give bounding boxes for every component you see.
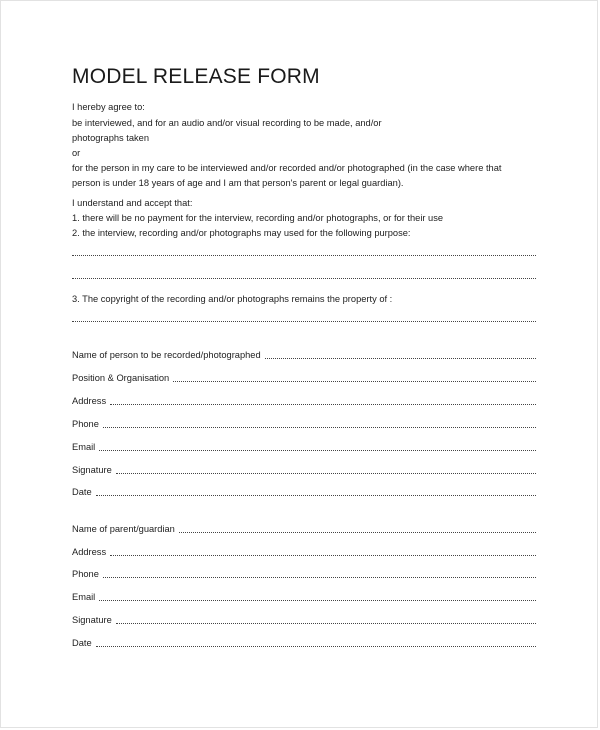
subject-address-field[interactable] bbox=[72, 395, 536, 407]
field-blank[interactable] bbox=[116, 623, 536, 624]
field-label: Address bbox=[72, 396, 107, 406]
copyright-line: 3. The copyright of the recording and/or photographs remains the property of : bbox=[72, 294, 393, 304]
guardian-name-field[interactable] bbox=[72, 523, 536, 535]
guardian-email-field[interactable] bbox=[72, 591, 536, 603]
subject-position-field[interactable] bbox=[72, 372, 536, 384]
field-label: Email bbox=[72, 592, 96, 602]
field-blank[interactable] bbox=[116, 473, 536, 474]
agreement-line: be interviewed, and for an audio and/or visual recording to be made, and/or bbox=[72, 118, 382, 128]
agreement-line: or bbox=[72, 148, 81, 158]
agreement-line: I hereby agree to: bbox=[72, 102, 145, 112]
understanding-line: 1. there will be no payment for the interview, recording and/or photographs, or for their use bbox=[72, 213, 444, 223]
agreement-line: for the person in my care to be interviewed and/or recorded and/or photographed (in the case where that bbox=[72, 163, 502, 173]
subject-email-field[interactable] bbox=[72, 441, 536, 453]
field-blank[interactable] bbox=[96, 495, 536, 496]
agreement-line: person is under 18 years of age and I am that person's parent or legal guardian). bbox=[72, 178, 404, 188]
field-blank[interactable] bbox=[99, 450, 536, 451]
field-label: Name of parent/guardian bbox=[72, 524, 175, 534]
field-label: Signature bbox=[72, 465, 112, 475]
understanding-line: 2. the interview, recording and/or photographs may used for the following purpose: bbox=[72, 228, 411, 238]
field-blank[interactable] bbox=[99, 600, 536, 601]
field-label: Date bbox=[72, 487, 92, 497]
field-label: Email bbox=[72, 442, 96, 452]
field-label: Address bbox=[72, 547, 107, 557]
agreement-line: photographs taken bbox=[72, 133, 150, 143]
guardian-signature-field[interactable] bbox=[72, 614, 536, 626]
field-blank[interactable] bbox=[103, 427, 536, 428]
field-label: Position & Organisation bbox=[72, 373, 170, 383]
field-label: Date bbox=[72, 638, 92, 648]
guardian-phone-field[interactable] bbox=[72, 568, 536, 580]
form-title: MODEL RELEASE FORM bbox=[72, 65, 320, 88]
field-label: Name of person to be recorded/photographed bbox=[72, 350, 261, 360]
subject-signature-field[interactable] bbox=[72, 464, 536, 476]
subject-date-field[interactable] bbox=[72, 486, 536, 498]
understanding-line: I understand and accept that: bbox=[72, 198, 193, 208]
field-blank[interactable] bbox=[103, 577, 536, 578]
purpose-blank-line[interactable] bbox=[72, 278, 536, 279]
subject-name-field[interactable] bbox=[72, 349, 536, 361]
field-blank[interactable] bbox=[173, 381, 536, 382]
subject-phone-field[interactable] bbox=[72, 418, 536, 430]
field-label: Phone bbox=[72, 569, 99, 579]
field-label: Phone bbox=[72, 419, 99, 429]
purpose-blank-line[interactable] bbox=[72, 255, 536, 256]
field-blank[interactable] bbox=[265, 358, 536, 359]
guardian-date-field[interactable] bbox=[72, 637, 536, 649]
field-blank[interactable] bbox=[110, 555, 536, 556]
copyright-blank-line[interactable] bbox=[72, 321, 536, 322]
field-label: Signature bbox=[72, 615, 112, 625]
field-blank[interactable] bbox=[110, 404, 536, 405]
field-blank[interactable] bbox=[96, 646, 536, 647]
field-blank[interactable] bbox=[179, 532, 536, 533]
guardian-address-field[interactable] bbox=[72, 546, 536, 558]
